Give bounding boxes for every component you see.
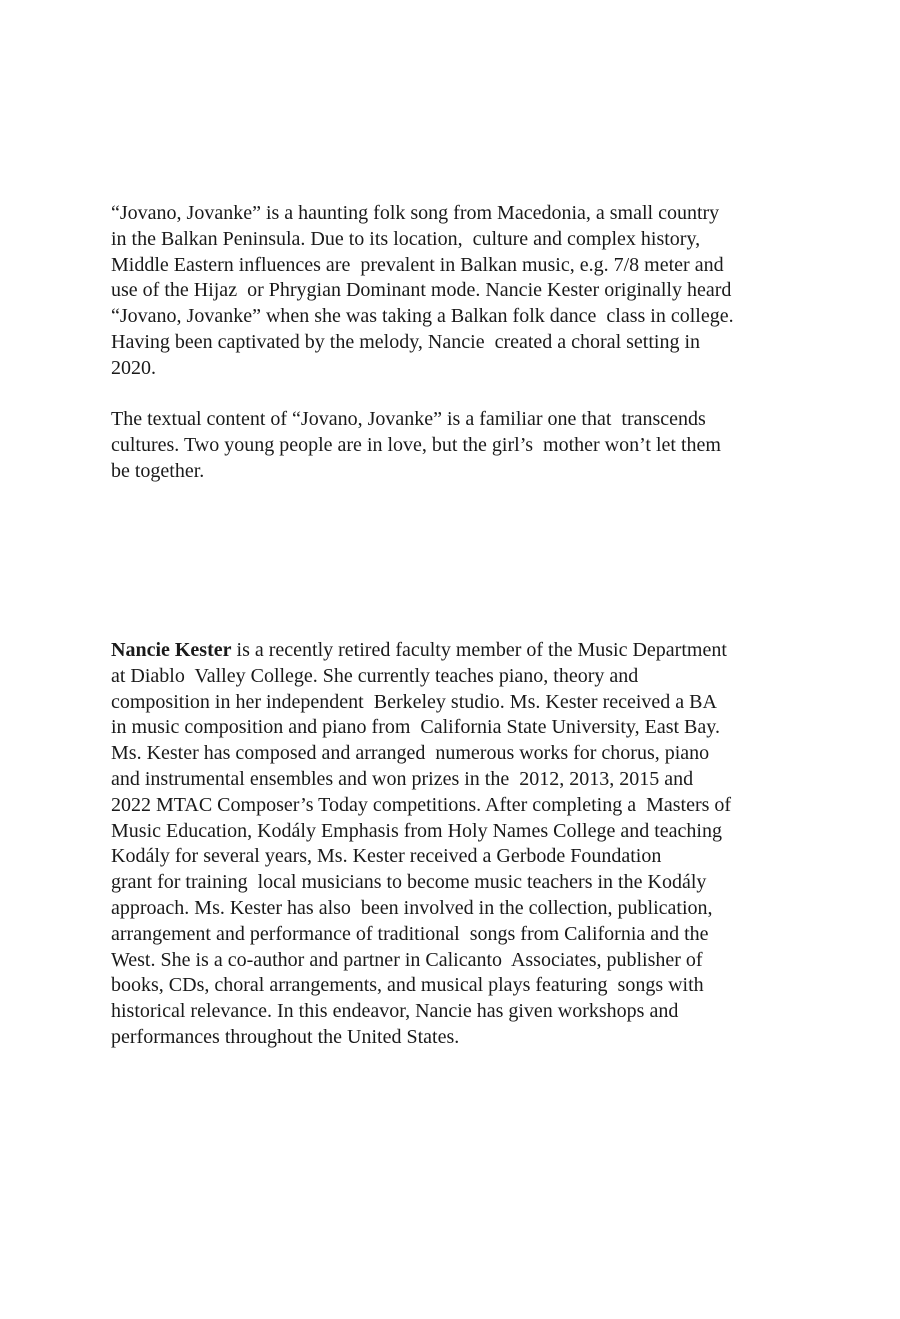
bio-line: and instrumental ensembles and won prizes in the 2012, 2013, 2015 and bbox=[111, 767, 694, 790]
composer-bio-paragraph bbox=[111, 638, 791, 1051]
bio-first-line bbox=[111, 638, 791, 664]
bio-first-line-text: is a recently retired faculty member of the Music Department bbox=[231, 639, 727, 661]
intro-line: Having been captivated by the melody, Nancie created a choral setting in bbox=[111, 330, 701, 353]
bio-line: composition in her independent Berkeley studio. Ms. Kester received a BA bbox=[111, 690, 717, 713]
bio-line: in music composition and piano from California State University, East Bay. bbox=[111, 716, 720, 739]
bio-line: approach. Ms. Kester has also been involved in the collection, publication, bbox=[111, 896, 713, 919]
textual-line: be together. bbox=[111, 459, 205, 482]
textual-line: cultures. Two young people are in love, but the girl’s mother won’t let them bbox=[111, 433, 721, 456]
intro-line: Middle Eastern influences are prevalent in Balkan music, e.g. 7/8 meter and bbox=[111, 253, 724, 276]
intro-line: 2020. bbox=[111, 356, 156, 379]
textual-line: The textual content of “Jovano, Jovanke” is a familiar one that transcends bbox=[111, 408, 706, 430]
bio-line: Music Education, Kodály Emphasis from Holy Names College and teaching bbox=[111, 819, 722, 842]
intro-line: use of the Hijaz or Phrygian Dominant mode. Nancie Kester originally heard bbox=[111, 279, 732, 302]
bio-line: Ms. Kester has composed and arranged numerous works for chorus, piano bbox=[111, 742, 710, 765]
intro-line: “Jovano, Jovanke” when she was taking a Balkan folk dance class in college. bbox=[111, 305, 734, 328]
bio-line: books, CDs, choral arrangements, and musical plays featuring songs with bbox=[111, 974, 704, 997]
bio-line: 2022 MTAC Composer’s Today competitions. After completing a Masters of bbox=[111, 793, 732, 816]
intro-paragraph bbox=[111, 201, 791, 382]
bio-line: historical relevance. In this endeavor, Nancie has given workshops and bbox=[111, 1000, 679, 1023]
bio-line: grant for training local musicians to become music teachers in the Kodály bbox=[111, 871, 707, 894]
bio-line: West. She is a co-author and partner in Calicanto Associates, publisher of bbox=[111, 948, 703, 971]
bio-line: at Diablo Valley College. She currently teaches piano, theory and bbox=[111, 664, 639, 687]
intro-line: “Jovano, Jovanke” is a haunting folk song from Macedonia, a small country bbox=[111, 202, 720, 224]
composer-name: Nancie Kester bbox=[111, 639, 232, 661]
textual-content-paragraph bbox=[111, 407, 791, 484]
bio-line: arrangement and performance of traditional songs from California and the bbox=[111, 922, 709, 945]
bio-line: Kodály for several years, Ms. Kester received a Gerbode Foundation bbox=[111, 845, 662, 868]
intro-line: in the Balkan Peninsula. Due to its location, culture and complex history, bbox=[111, 227, 701, 250]
bio-line: performances throughout the United States. bbox=[111, 1025, 460, 1048]
